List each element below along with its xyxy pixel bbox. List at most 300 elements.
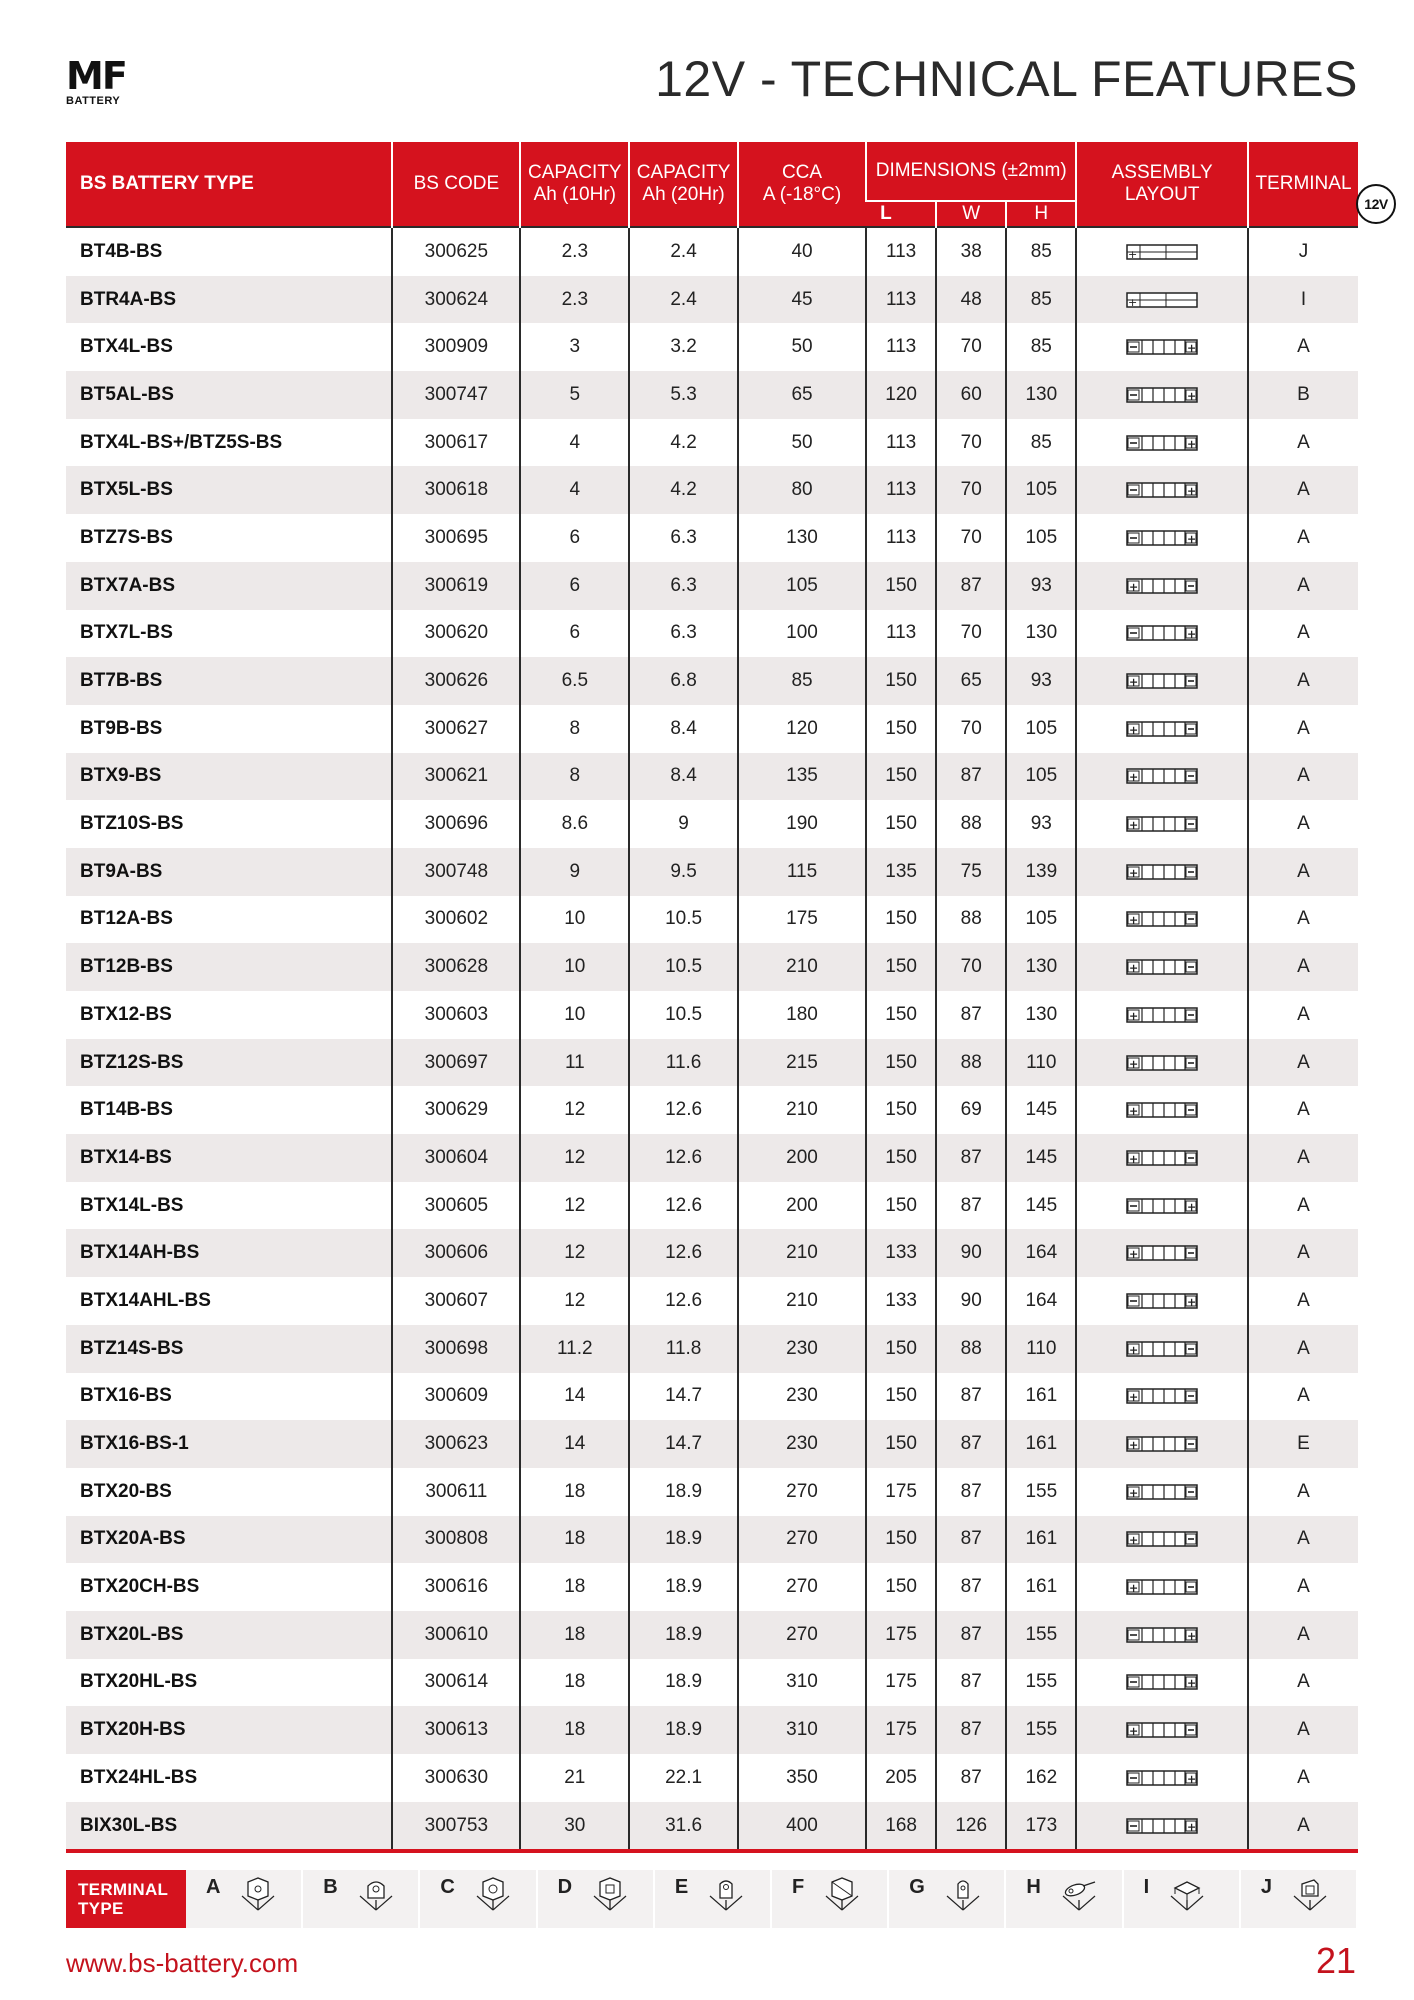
- cell-terminal: A: [1248, 753, 1358, 801]
- cell-h: 85: [1006, 276, 1076, 324]
- cell-assembly-layout: [1076, 323, 1248, 371]
- cell-w: 65: [936, 657, 1006, 705]
- cell-w: 87: [936, 1516, 1006, 1564]
- logo-mf: MF: [66, 54, 126, 98]
- cell-cap10: 18: [520, 1516, 629, 1564]
- cell-cap10: 12: [520, 1134, 629, 1182]
- table-row: [66, 896, 1358, 944]
- cell-l: 113: [866, 323, 936, 371]
- cell-terminal: A: [1248, 896, 1358, 944]
- layout-plus-left-icon: [1126, 1149, 1198, 1167]
- cell-assembly-layout: [1076, 1706, 1248, 1754]
- layout-plus-left-icon: [1126, 1101, 1198, 1119]
- cell-l: 150: [866, 896, 936, 944]
- col-header-cap20: [629, 142, 738, 227]
- cell-w: 87: [936, 562, 1006, 610]
- svg-text:+: +: [1187, 1295, 1197, 1309]
- cap20-line2: Ah (20Hr): [642, 184, 725, 205]
- cell-code: 300625: [392, 227, 520, 276]
- cell-cap20: 14.7: [629, 1420, 738, 1468]
- cell-l: 133: [866, 1277, 936, 1325]
- cell-terminal: A: [1248, 705, 1358, 753]
- cell-assembly-layout: [1076, 227, 1248, 276]
- terminal-type-g: [889, 1870, 1006, 1928]
- cell-type: BT4B-BS: [66, 227, 392, 276]
- svg-text:+: +: [1129, 1438, 1139, 1452]
- cell-cap10: 4: [520, 419, 629, 467]
- cell-w: 88: [936, 1039, 1006, 1087]
- cell-type: BTX4L-BS: [66, 323, 392, 371]
- svg-text:+: +: [1187, 1200, 1197, 1214]
- cell-assembly-layout: [1076, 1516, 1248, 1564]
- cell-assembly-layout: [1076, 657, 1248, 705]
- layout-minus-left-icon: [1126, 1626, 1198, 1644]
- cell-h: 130: [1006, 371, 1076, 419]
- cell-cap10: 4: [520, 466, 629, 514]
- svg-text:+: +: [1187, 1676, 1197, 1690]
- layout-minus-left-icon: [1126, 1817, 1198, 1835]
- cell-code: 300607: [392, 1277, 520, 1325]
- cell-type: BTX20H-BS: [66, 1706, 392, 1754]
- cell-code: 300630: [392, 1754, 520, 1802]
- table-row: [66, 323, 1358, 371]
- cell-type: BTX14-BS: [66, 1134, 392, 1182]
- layout-minus-left-icon: [1126, 1673, 1198, 1691]
- cell-w: 60: [936, 371, 1006, 419]
- cell-assembly-layout: [1076, 1659, 1248, 1707]
- cell-cap10: 11.2: [520, 1325, 629, 1373]
- cell-cap20: 18.9: [629, 1563, 738, 1611]
- col-header-layout: ASSEMBLY LAYOUT: [1076, 142, 1248, 227]
- cell-l: 150: [866, 657, 936, 705]
- cell-type: BTX5L-BS: [66, 466, 392, 514]
- layout-plus-left-icon: [1126, 767, 1198, 785]
- cell-cca: 310: [738, 1659, 866, 1707]
- cell-code: 300620: [392, 610, 520, 658]
- cell-terminal: A: [1248, 323, 1358, 371]
- cell-type: BTX16-BS: [66, 1373, 392, 1421]
- cell-h: 110: [1006, 1325, 1076, 1373]
- cell-code: 300628: [392, 943, 520, 991]
- cell-terminal: A: [1248, 610, 1358, 658]
- cell-h: 161: [1006, 1563, 1076, 1611]
- cell-l: 150: [866, 562, 936, 610]
- cell-w: 87: [936, 1373, 1006, 1421]
- terminal-b-icon: [346, 1876, 406, 1916]
- cell-l: 150: [866, 1134, 936, 1182]
- cell-type: BTZ7S-BS: [66, 514, 392, 562]
- cell-cca: 215: [738, 1039, 866, 1087]
- cell-type: BTZ10S-BS: [66, 800, 392, 848]
- cell-assembly-layout: [1076, 419, 1248, 467]
- cell-terminal: A: [1248, 1086, 1358, 1134]
- cell-cca: 310: [738, 1706, 866, 1754]
- cell-cap10: 3: [520, 323, 629, 371]
- table-row: [66, 227, 1358, 276]
- cell-cap10: 12: [520, 1277, 629, 1325]
- terminal-letter: C: [440, 1876, 455, 1898]
- cell-cca: 115: [738, 848, 866, 896]
- layout-plus-left-icon: [1126, 720, 1198, 738]
- cell-h: 164: [1006, 1277, 1076, 1325]
- cell-terminal: B: [1248, 371, 1358, 419]
- cell-assembly-layout: [1076, 562, 1248, 610]
- cell-cap20: 2.4: [629, 227, 738, 276]
- table-row: [66, 1277, 1358, 1325]
- cell-cap10: 11: [520, 1039, 629, 1087]
- cell-cap20: 10.5: [629, 943, 738, 991]
- cell-type: BT7B-BS: [66, 657, 392, 705]
- col-header-cca: [738, 142, 866, 227]
- cell-terminal: A: [1248, 1134, 1358, 1182]
- cell-cap20: 18.9: [629, 1706, 738, 1754]
- terminal-type-a: [186, 1870, 303, 1928]
- cell-code: 300604: [392, 1134, 520, 1182]
- cell-type: BTX20CH-BS: [66, 1563, 392, 1611]
- terminal-letter: G: [909, 1876, 925, 1898]
- cell-h: 145: [1006, 1182, 1076, 1230]
- cell-type: BT9A-BS: [66, 848, 392, 896]
- cell-cca: 200: [738, 1134, 866, 1182]
- terminal-letter: J: [1260, 1876, 1272, 1898]
- cell-cap10: 14: [520, 1420, 629, 1468]
- cell-h: 85: [1006, 227, 1076, 276]
- cell-type: BTX20L-BS: [66, 1611, 392, 1659]
- cell-cca: 40: [738, 227, 866, 276]
- cell-w: 87: [936, 1754, 1006, 1802]
- svg-text:+: +: [1129, 675, 1139, 689]
- cell-h: 85: [1006, 323, 1076, 371]
- cell-type: BTZ14S-BS: [66, 1325, 392, 1373]
- voltage-badge: 12V: [1356, 184, 1396, 224]
- cell-code: 300605: [392, 1182, 520, 1230]
- table-row: [66, 419, 1358, 467]
- layout-plus-left-icon: [1126, 1387, 1198, 1405]
- svg-text:+: +: [1129, 1390, 1139, 1404]
- layout-plus-left-icon: [1126, 910, 1198, 928]
- cell-w: 87: [936, 1706, 1006, 1754]
- col-header-w: W: [936, 201, 1006, 227]
- cell-terminal: A: [1248, 1229, 1358, 1277]
- cell-l: 113: [866, 419, 936, 467]
- cell-l: 175: [866, 1468, 936, 1516]
- cell-cap20: 10.5: [629, 896, 738, 944]
- cell-terminal: A: [1248, 1563, 1358, 1611]
- cell-code: 300616: [392, 1563, 520, 1611]
- cell-type: BT14B-BS: [66, 1086, 392, 1134]
- cell-h: 130: [1006, 991, 1076, 1039]
- cell-cca: 45: [738, 276, 866, 324]
- cell-code: 300610: [392, 1611, 520, 1659]
- table-row: [66, 371, 1358, 419]
- cell-terminal: A: [1248, 1611, 1358, 1659]
- cell-type: BTX14AHL-BS: [66, 1277, 392, 1325]
- footer-url[interactable]: www.bs-battery.com: [66, 1948, 299, 1978]
- cell-cap20: 31.6: [629, 1802, 738, 1850]
- svg-text:+: +: [1129, 961, 1139, 975]
- terminal-label-line1: TERMINAL: [78, 1880, 169, 1899]
- col-header-code: BS CODE: [392, 142, 520, 227]
- table-row: [66, 753, 1358, 801]
- cell-terminal: A: [1248, 466, 1358, 514]
- terminal-type-d: [538, 1870, 655, 1928]
- svg-text:+: +: [1128, 295, 1138, 309]
- cell-cap10: 5: [520, 371, 629, 419]
- cell-type: BTX24HL-BS: [66, 1754, 392, 1802]
- cell-cca: 210: [738, 1086, 866, 1134]
- cell-assembly-layout: [1076, 848, 1248, 896]
- cell-cap10: 18: [520, 1468, 629, 1516]
- cell-l: 150: [866, 1325, 936, 1373]
- svg-text:+: +: [1129, 1343, 1139, 1357]
- cell-assembly-layout: [1076, 705, 1248, 753]
- cell-cap20: 4.2: [629, 419, 738, 467]
- cell-cap10: 10: [520, 896, 629, 944]
- table-row: [66, 705, 1358, 753]
- svg-text:+: +: [1129, 1152, 1139, 1166]
- cell-cca: 135: [738, 753, 866, 801]
- cell-terminal: A: [1248, 800, 1358, 848]
- svg-text:+: +: [1129, 1486, 1139, 1500]
- cell-terminal: A: [1248, 1325, 1358, 1373]
- layout-minus-left-icon: [1126, 386, 1198, 404]
- cell-h: 155: [1006, 1468, 1076, 1516]
- cell-w: 87: [936, 1611, 1006, 1659]
- terminal-letter: H: [1026, 1876, 1041, 1898]
- terminal-type-b: [303, 1870, 420, 1928]
- cell-w: 88: [936, 1325, 1006, 1373]
- cell-terminal: A: [1248, 1754, 1358, 1802]
- table-row: [66, 1373, 1358, 1421]
- cell-w: 87: [936, 991, 1006, 1039]
- table-row: [66, 1468, 1358, 1516]
- cell-code: 300614: [392, 1659, 520, 1707]
- cell-code: 300602: [392, 896, 520, 944]
- cell-w: 38: [936, 227, 1006, 276]
- cell-cap10: 12: [520, 1086, 629, 1134]
- terminal-label-line2: TYPE: [78, 1899, 124, 1918]
- layout-plus-left-icon: [1126, 672, 1198, 690]
- cell-cca: 120: [738, 705, 866, 753]
- cell-code: 300696: [392, 800, 520, 848]
- layout-plus-left-icon: [1126, 1721, 1198, 1739]
- table-row: [66, 1516, 1358, 1564]
- cell-cap20: 12.6: [629, 1182, 738, 1230]
- cell-terminal: A: [1248, 1802, 1358, 1850]
- terminal-letter: B: [323, 1876, 338, 1898]
- cell-w: 48: [936, 276, 1006, 324]
- cell-cap10: 12: [520, 1182, 629, 1230]
- cell-code: 300627: [392, 705, 520, 753]
- cell-h: 139: [1006, 848, 1076, 896]
- cell-cap10: 2.3: [520, 227, 629, 276]
- table-row: [66, 1754, 1358, 1802]
- cell-l: 175: [866, 1659, 936, 1707]
- cell-assembly-layout: [1076, 610, 1248, 658]
- cell-terminal: A: [1248, 848, 1358, 896]
- cell-code: 300747: [392, 371, 520, 419]
- cell-assembly-layout: [1076, 1373, 1248, 1421]
- cell-cap20: 9: [629, 800, 738, 848]
- cell-cap20: 8.4: [629, 753, 738, 801]
- terminal-type-h: [1006, 1870, 1123, 1928]
- cell-cap10: 18: [520, 1611, 629, 1659]
- cell-cap20: 12.6: [629, 1229, 738, 1277]
- cell-cca: 400: [738, 1802, 866, 1850]
- cell-h: 85: [1006, 419, 1076, 467]
- terminal-h-icon: [1049, 1876, 1109, 1916]
- svg-text:+: +: [1129, 818, 1139, 832]
- cell-cca: 175: [738, 896, 866, 944]
- svg-text:+: +: [1129, 723, 1139, 737]
- cell-code: 300753: [392, 1802, 520, 1850]
- cell-terminal: A: [1248, 1039, 1358, 1087]
- svg-text:+: +: [1187, 1820, 1197, 1834]
- cell-assembly-layout: [1076, 1611, 1248, 1659]
- cell-assembly-layout: [1076, 466, 1248, 514]
- cell-l: 175: [866, 1706, 936, 1754]
- terminal-type-j: [1241, 1870, 1358, 1928]
- cell-l: 150: [866, 1039, 936, 1087]
- cell-type: BTX7L-BS: [66, 610, 392, 658]
- svg-text:+: +: [1187, 389, 1197, 403]
- table-row: [66, 1420, 1358, 1468]
- table-row: [66, 848, 1358, 896]
- cell-cap20: 3.2: [629, 323, 738, 371]
- cell-w: 87: [936, 1659, 1006, 1707]
- cell-code: 300609: [392, 1373, 520, 1421]
- cell-assembly-layout: [1076, 1229, 1248, 1277]
- cell-cap20: 6.3: [629, 610, 738, 658]
- col-header-l: L: [866, 201, 936, 227]
- cell-assembly-layout: [1076, 1468, 1248, 1516]
- cell-code: 300808: [392, 1516, 520, 1564]
- cell-type: BT5AL-BS: [66, 371, 392, 419]
- cell-assembly-layout: [1076, 1325, 1248, 1373]
- terminal-items: [186, 1870, 1358, 1928]
- cell-cap10: 8: [520, 753, 629, 801]
- col-header-h: H: [1006, 201, 1076, 227]
- cell-cap20: 10.5: [629, 991, 738, 1039]
- cell-cap10: 10: [520, 943, 629, 991]
- cell-code: 300624: [392, 276, 520, 324]
- cell-w: 87: [936, 1420, 1006, 1468]
- cell-assembly-layout: [1076, 1563, 1248, 1611]
- layout-minus-left-icon: [1126, 529, 1198, 547]
- cell-w: 87: [936, 753, 1006, 801]
- table-row: [66, 1706, 1358, 1754]
- cell-code: 300698: [392, 1325, 520, 1373]
- layout-plus-left-icon: [1126, 1054, 1198, 1072]
- layout-minus-left-icon: [1126, 624, 1198, 642]
- logo-battery: BATTERY: [66, 95, 121, 107]
- cell-l: 150: [866, 991, 936, 1039]
- cell-type: BTX20-BS: [66, 1468, 392, 1516]
- cell-cap10: 6: [520, 514, 629, 562]
- cell-l: 150: [866, 753, 936, 801]
- terminal-type-e: [655, 1870, 772, 1928]
- cell-code: 300606: [392, 1229, 520, 1277]
- cell-w: 88: [936, 896, 1006, 944]
- cell-w: 90: [936, 1229, 1006, 1277]
- cell-cca: 65: [738, 371, 866, 419]
- features-table: [66, 142, 1358, 1849]
- page-title: 12V - TECHNICAL FEATURES: [655, 51, 1358, 107]
- cell-code: 300603: [392, 991, 520, 1039]
- cell-cap20: 4.2: [629, 466, 738, 514]
- layout-plus-left-icon: [1126, 958, 1198, 976]
- cell-h: 130: [1006, 610, 1076, 658]
- cell-cca: 270: [738, 1611, 866, 1659]
- cell-assembly-layout: [1076, 371, 1248, 419]
- table-row: [66, 466, 1358, 514]
- cell-cca: 230: [738, 1373, 866, 1421]
- cell-cca: 85: [738, 657, 866, 705]
- cell-w: 70: [936, 419, 1006, 467]
- cell-assembly-layout: [1076, 991, 1248, 1039]
- cell-cca: 210: [738, 943, 866, 991]
- cell-w: 87: [936, 1134, 1006, 1182]
- cell-terminal: A: [1248, 1516, 1358, 1564]
- cell-cap20: 12.6: [629, 1134, 738, 1182]
- cell-assembly-layout: [1076, 943, 1248, 991]
- table-body: [66, 227, 1358, 1849]
- cell-l: 150: [866, 1420, 936, 1468]
- cell-w: 126: [936, 1802, 1006, 1850]
- cell-h: 164: [1006, 1229, 1076, 1277]
- cell-h: 161: [1006, 1420, 1076, 1468]
- cell-cap10: 6: [520, 610, 629, 658]
- cell-w: 70: [936, 705, 1006, 753]
- cell-cap10: 6: [520, 562, 629, 610]
- cell-h: 110: [1006, 1039, 1076, 1087]
- layout-plus-left-icon: [1126, 1578, 1198, 1596]
- terminal-letter: E: [674, 1876, 689, 1898]
- cell-w: 90: [936, 1277, 1006, 1325]
- cell-assembly-layout: [1076, 753, 1248, 801]
- cell-cap10: 30: [520, 1802, 629, 1850]
- cell-cap10: 9: [520, 848, 629, 896]
- cell-type: BT12B-BS: [66, 943, 392, 991]
- cell-l: 168: [866, 1802, 936, 1850]
- svg-text:+: +: [1187, 532, 1197, 546]
- svg-text:+: +: [1129, 1533, 1139, 1547]
- svg-text:+: +: [1129, 1104, 1139, 1118]
- layout-small-icon: [1126, 243, 1198, 261]
- terminal-type-c: [420, 1870, 537, 1928]
- terminal-letter: F: [792, 1876, 805, 1898]
- table-row: [66, 991, 1358, 1039]
- terminal-c-icon: [463, 1876, 523, 1916]
- cell-w: 69: [936, 1086, 1006, 1134]
- cell-terminal: E: [1248, 1420, 1358, 1468]
- brand-logo: [66, 54, 126, 107]
- cell-l: 150: [866, 1182, 936, 1230]
- cell-l: 135: [866, 848, 936, 896]
- cell-w: 70: [936, 323, 1006, 371]
- cell-cap10: 18: [520, 1659, 629, 1707]
- cell-type: BTZ12S-BS: [66, 1039, 392, 1087]
- cell-type: BT12A-BS: [66, 896, 392, 944]
- svg-text:+: +: [1129, 770, 1139, 784]
- cell-cap20: 11.6: [629, 1039, 738, 1087]
- cell-h: 155: [1006, 1706, 1076, 1754]
- cell-terminal: A: [1248, 1659, 1358, 1707]
- cell-terminal: A: [1248, 514, 1358, 562]
- cell-cap20: 6.3: [629, 562, 738, 610]
- cell-terminal: A: [1248, 1706, 1358, 1754]
- cell-l: 150: [866, 1563, 936, 1611]
